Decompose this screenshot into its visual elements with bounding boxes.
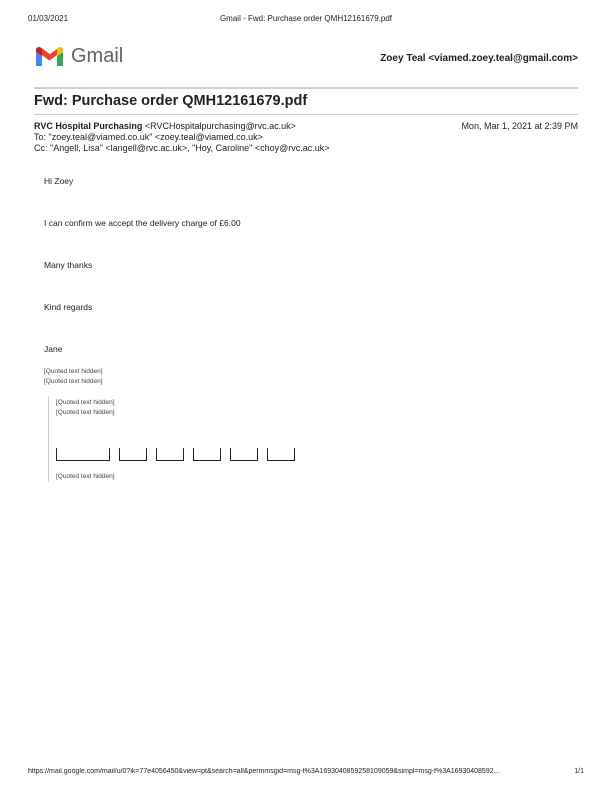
print-title: Gmail - Fwd: Purchase order QMH12161679.pdf — [219, 14, 393, 23]
sender-name: RVC Hospital Purchasing — [34, 121, 143, 131]
body-signature: Jane — [44, 344, 63, 354]
blank-signature-boxes — [56, 448, 295, 461]
email-subject: Fwd: Purchase order QMH12161679.pdf — [34, 93, 308, 109]
sender-email[interactable]: <RVCHospitalpurchasing@rvc.ac.uk> — [144, 121, 296, 131]
blank-box — [230, 448, 258, 461]
gmail-logo[interactable] — [34, 44, 123, 68]
quoted-text-toggle[interactable]: [Quoted text hidden] — [56, 473, 115, 480]
body-thanks: Many thanks — [44, 260, 93, 270]
body-regards: Kind regards — [44, 302, 93, 312]
quoted-text-toggle[interactable]: [Quoted text hidden] — [44, 378, 103, 385]
quote-bar — [48, 396, 49, 482]
sender-line — [34, 121, 296, 132]
to-line: To: "zoey.teal@viamed.co.uk" <zoey.teal@viamed.co.uk> — [34, 132, 263, 142]
blank-box — [193, 448, 221, 461]
quoted-text-toggle[interactable]: [Quoted text hidden] — [44, 368, 103, 375]
account-label: Zoey Teal <viamed.zoey.teal@gmail.com> — [380, 53, 578, 64]
quoted-text-toggle[interactable]: [Quoted text hidden] — [56, 409, 115, 416]
header-divider — [34, 87, 578, 89]
blank-box — [56, 448, 110, 461]
print-page-number: 1/1 — [574, 768, 584, 775]
message-date: Mon, Mar 1, 2021 at 2:39 PM — [461, 121, 578, 131]
gmail-m-icon — [34, 44, 65, 68]
quoted-text-toggle[interactable]: [Quoted text hidden] — [56, 399, 115, 406]
blank-box — [156, 448, 184, 461]
blank-box — [267, 448, 295, 461]
print-date: 01/03/2021 — [28, 14, 69, 23]
blank-box — [119, 448, 147, 461]
print-url: https://mail.google.com/mail/u/0?ik=77e4056450&view=pt&search=all&permmsgid=msg-f%3A1693040859258109059&simpl=msg-f%3A16930408592… — [28, 768, 501, 775]
body-line-1: I can confirm we accept the delivery charge of £6.00 — [44, 218, 241, 228]
body-greeting: Hi Zoey — [44, 176, 74, 186]
cc-line: Cc: "Angell, Lisa" <langell@rvc.ac.uk>, "Hoy, Caroline" <choy@rvc.ac.uk> — [34, 143, 330, 153]
subject-divider — [34, 114, 578, 115]
gmail-wordmark: Gmail — [71, 44, 124, 67]
